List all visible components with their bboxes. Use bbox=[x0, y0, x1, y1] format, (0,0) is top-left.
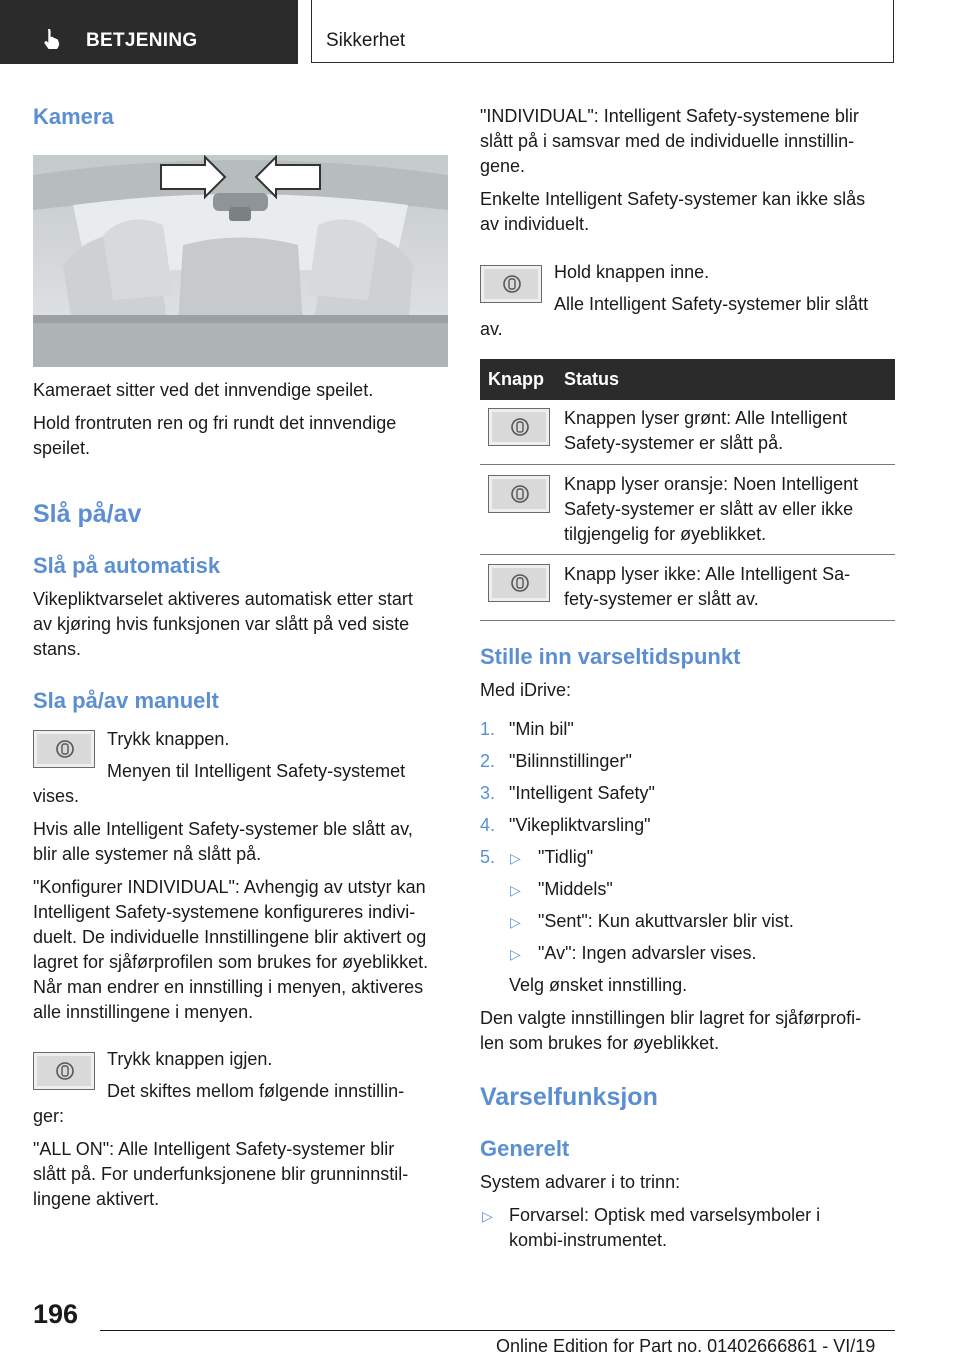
allon-line2: slått på. For underfunksjonene blir grunninnstil- bbox=[33, 1164, 409, 1184]
step-number: 3. bbox=[480, 783, 496, 803]
hand-pointer-icon bbox=[40, 27, 64, 51]
table-row bbox=[480, 400, 895, 465]
trykk-text: Trykk knappen. bbox=[107, 729, 230, 749]
intelligent-safety-icon bbox=[502, 274, 522, 294]
indiv-line1: "INDIVIDUAL": Intelligent Safety-systemene blir bbox=[480, 106, 859, 126]
stille-heading: Stille inn varseltidspunkt bbox=[480, 644, 741, 669]
row2-line1: Knapp lyser oransje: Noen Intelligent bbox=[564, 474, 859, 494]
step-text: "Vikepliktvarsling" bbox=[509, 815, 651, 835]
button-off-image bbox=[488, 564, 550, 602]
menyen-line2: vises. bbox=[33, 786, 80, 806]
enkelte-line1: Enkelte Intelligent Safety-systemer kan ikke slås bbox=[480, 189, 866, 209]
intelligent-safety-icon bbox=[55, 739, 75, 759]
table-header bbox=[480, 359, 895, 400]
auto-line3: stans. bbox=[33, 639, 82, 659]
section-label: BETJENING bbox=[86, 30, 198, 51]
col-header-status: Status bbox=[564, 369, 620, 389]
safety-button-image-2 bbox=[33, 1052, 95, 1090]
step-text: "Tidlig" bbox=[538, 847, 594, 867]
chapter-tab bbox=[311, 0, 894, 63]
step-number: 1. bbox=[480, 719, 496, 739]
konf-line4: lagret for sjåførprofilen som brukes for øyeblikket. bbox=[33, 952, 429, 972]
alle-av-line2: av. bbox=[480, 319, 503, 339]
intelligent-safety-icon bbox=[510, 484, 530, 504]
col-header-knapp: Knapp bbox=[488, 369, 544, 389]
enkelte-line2: av individuelt. bbox=[480, 214, 590, 234]
indiv-line3: gene. bbox=[480, 156, 526, 176]
table-row bbox=[480, 465, 895, 555]
konf-line3: duelt. De individuelle Innstillingene blir aktivert og bbox=[33, 927, 427, 947]
skiftes-line2: ger: bbox=[33, 1106, 65, 1126]
triangle-bullet-icon: ▷ bbox=[482, 1208, 493, 1224]
allon-line3: lingene aktivert. bbox=[33, 1189, 160, 1209]
skiftes-line1: Det skiftes mellom følgende innstillin- bbox=[107, 1081, 405, 1101]
sla-pa-auto-heading: Slå på automatisk bbox=[33, 553, 221, 578]
status-table bbox=[480, 359, 895, 621]
indiv-line2: slått på i samsvar med de individuelle innstillin- bbox=[480, 131, 855, 151]
manuelt-heading: Sla på/av manuelt bbox=[33, 688, 219, 713]
triangle-bullet-icon: ▷ bbox=[510, 914, 521, 930]
triangle-bullet-icon: ▷ bbox=[510, 882, 521, 898]
step-number: 4. bbox=[480, 815, 496, 835]
intelligent-safety-icon bbox=[510, 573, 530, 593]
row3-line1: Knapp lyser ikke: Alle Intelligent Sa- bbox=[564, 564, 851, 584]
step-text: "Bilinnstillinger" bbox=[509, 751, 632, 771]
hold-text: Hold knappen inne. bbox=[554, 262, 710, 282]
step-text: "Intelligent Safety" bbox=[509, 783, 655, 803]
button-orange-image bbox=[488, 475, 550, 513]
triangle-bullet-icon: ▷ bbox=[510, 946, 521, 962]
edition-text: Online Edition for Part no. 01402666861 - VI/19 bbox=[496, 1336, 876, 1356]
footer-divider bbox=[100, 1330, 895, 1331]
table-row bbox=[480, 555, 895, 621]
sla-pa-av-heading: Slå på/av bbox=[33, 500, 142, 528]
auto-line1: Vikepliktvarselet aktiveres automatisk etter start bbox=[33, 589, 413, 609]
konf-line2: Intelligent Safety-systemene konfigureres indivi- bbox=[33, 902, 416, 922]
med-idrive: Med iDrive: bbox=[480, 680, 572, 700]
row1-line1: Knappen lyser grønt: Alle Intelligent bbox=[564, 408, 848, 428]
step-number: 2. bbox=[480, 751, 496, 771]
hvis-line2: blir alle systemer nå slått på. bbox=[33, 844, 262, 864]
forvarsel-line2: kombi-instrumentet. bbox=[509, 1230, 668, 1250]
allon-line1: "ALL ON": Alle Intelligent Safety-systemer blir bbox=[33, 1139, 395, 1159]
forvarsel-line1: Forvarsel: Optisk med varselsymboler i bbox=[509, 1205, 821, 1225]
kamera-p2-line2: speilet. bbox=[33, 438, 91, 458]
page-header bbox=[0, 0, 960, 66]
camera-illustration bbox=[33, 155, 448, 367]
row3-line2: fety-systemer er slått av. bbox=[564, 589, 759, 609]
kamera-heading: Kamera bbox=[33, 104, 114, 129]
button-green-image bbox=[488, 408, 550, 446]
alle-av-line1: Alle Intelligent Safety-systemer blir slått bbox=[554, 294, 869, 314]
kamera-p2-line1: Hold frontruten ren og fri rundt det innvendige bbox=[33, 413, 397, 433]
page-number: 196 bbox=[33, 1299, 79, 1329]
safety-button-image bbox=[33, 730, 95, 768]
konf-line1: "Konfigurer INDIVIDUAL": Avhengig av utstyr kan bbox=[33, 877, 426, 897]
valgte-line2: len som brukes for øyeblikket. bbox=[480, 1033, 720, 1053]
konf-line5: Når man endrer en innstilling i menyen, aktiveres bbox=[33, 977, 424, 997]
row2-line2: Safety-systemer er slått av eller ikke bbox=[564, 499, 854, 519]
sub-option: "Middels" bbox=[538, 879, 613, 899]
konf-line6: alle innstillingene i menyen. bbox=[33, 1002, 254, 1022]
sub-option: "Av": Ingen advarsler vises. bbox=[538, 943, 757, 963]
system-advarer: System advarer i to trinn: bbox=[480, 1172, 681, 1192]
sub-option: "Sent": Kun akuttvarsler blir vist. bbox=[538, 911, 794, 931]
generelt-heading: Generelt bbox=[480, 1136, 570, 1161]
triangle-bullet-icon: ▷ bbox=[510, 850, 521, 866]
car-interior-image bbox=[33, 155, 448, 367]
igjen-text: Trykk knappen igjen. bbox=[107, 1049, 273, 1069]
section-tab bbox=[0, 0, 298, 64]
auto-line2: av kjøring hvis funksjonen var slått på ved siste bbox=[33, 614, 410, 634]
row1-line2: Safety-systemer er slått på. bbox=[564, 433, 784, 453]
varsel-heading: Varselfunksjon bbox=[480, 1083, 658, 1111]
hvis-line1: Hvis alle Intelligent Safety-systemer ble slått av, bbox=[33, 819, 413, 839]
intelligent-safety-icon bbox=[510, 417, 530, 437]
row2-line3: tilgjengelig for øyeblikket. bbox=[564, 524, 767, 544]
menyen-line1: Menyen til Intelligent Safety-systemet bbox=[107, 761, 406, 781]
chapter-label: Sikkerhet bbox=[326, 30, 406, 51]
safety-button-image-3 bbox=[480, 265, 542, 303]
kamera-p1: Kameraet sitter ved det innvendige speilet. bbox=[33, 380, 374, 400]
velg-text: Velg ønsket innstilling. bbox=[509, 975, 688, 995]
intelligent-safety-icon bbox=[55, 1061, 75, 1081]
valgte-line1: Den valgte innstillingen blir lagret for sjåførprofi- bbox=[480, 1008, 862, 1028]
step-text: "Min bil" bbox=[509, 719, 574, 739]
step-number: 5. bbox=[480, 847, 496, 867]
